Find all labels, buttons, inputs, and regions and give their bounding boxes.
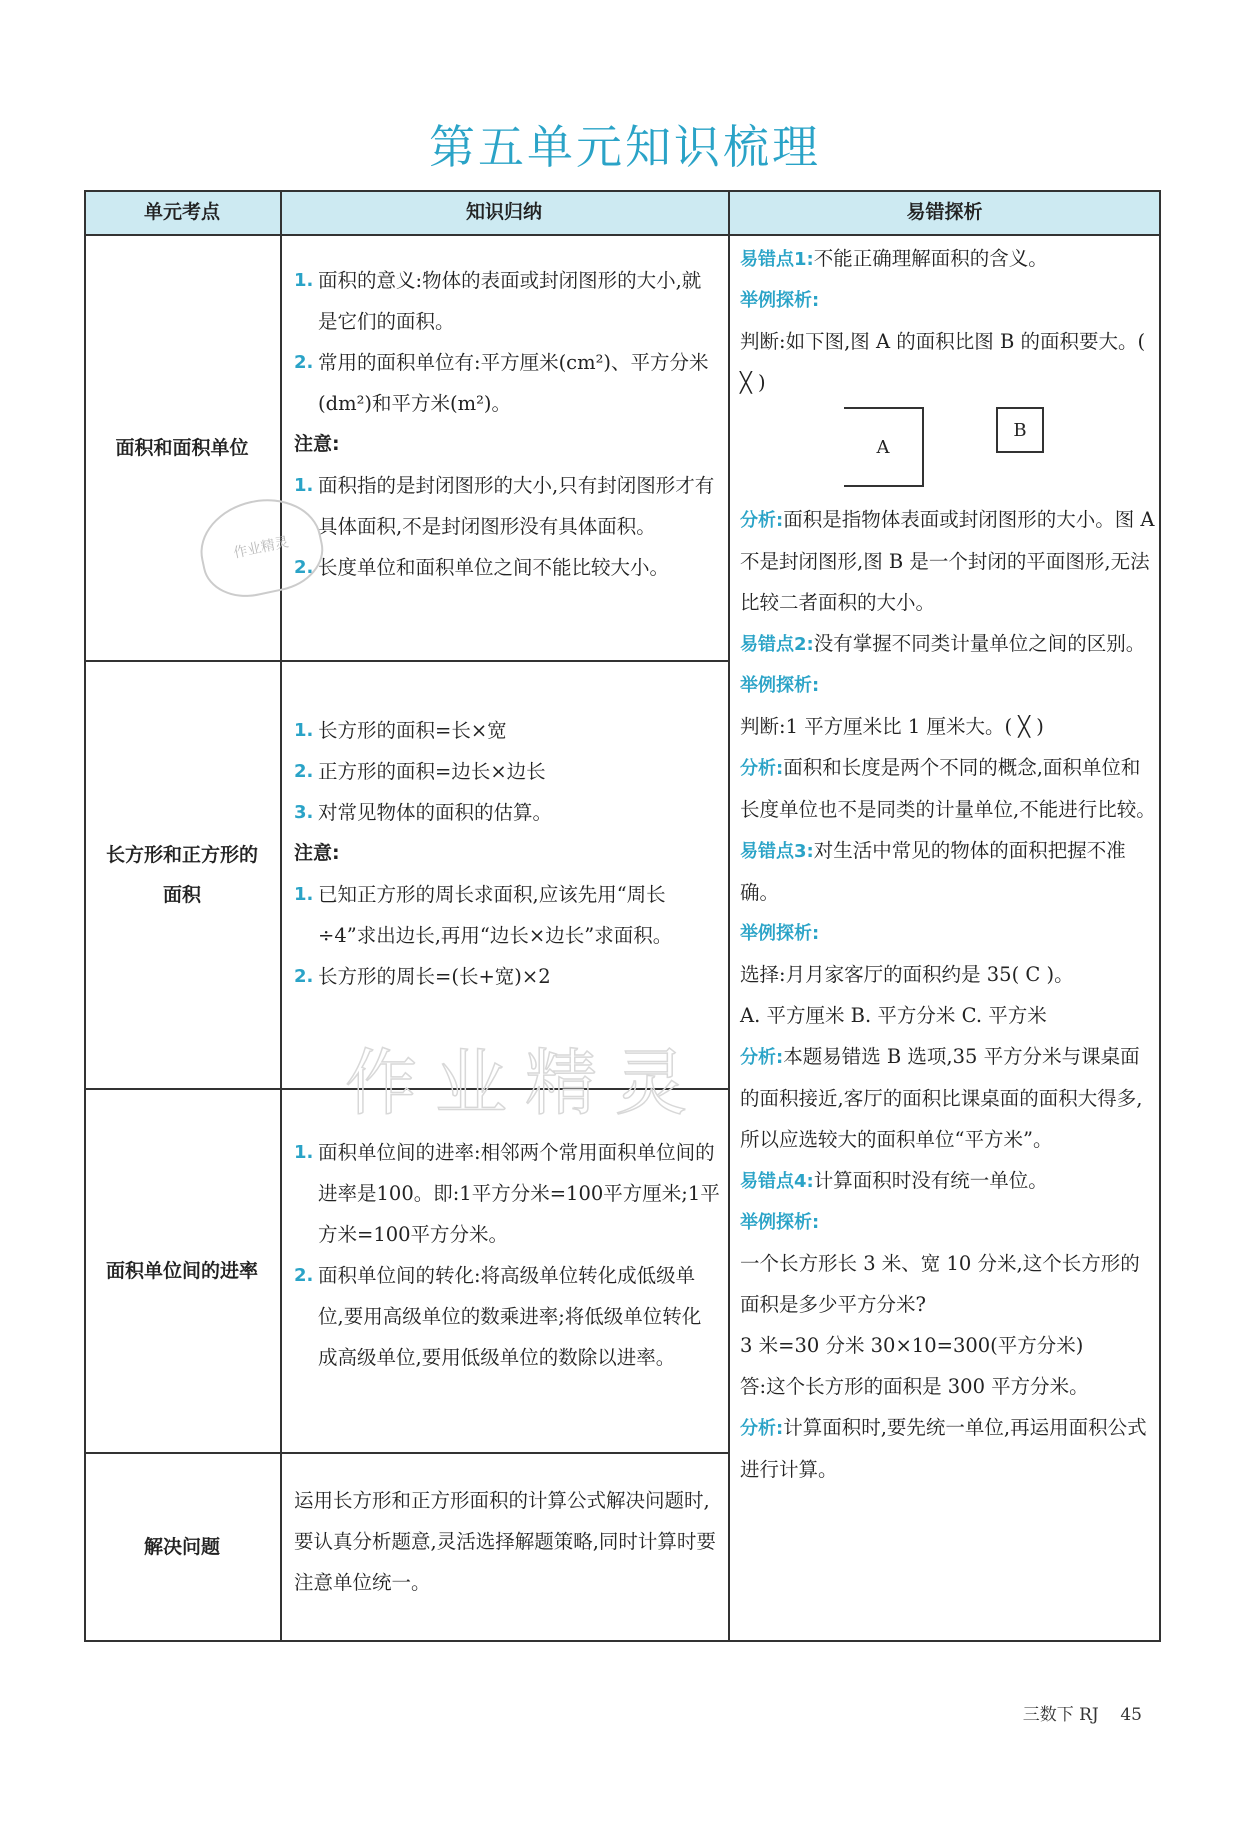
list-item: 2. 正方形的面积=边长×边长 [294, 760, 546, 783]
closed-shape-b: B [996, 407, 1044, 453]
analysis-text: 分析:本题易错选 B 选项,35 平方分米与课桌面的面积接近,客厅的面积比课桌面的面积大得多,所以应选较大的面积单位“平方米”。 [740, 1045, 1143, 1151]
page-footer [1023, 1700, 1142, 1725]
example-label: 举例探析: [740, 290, 820, 311]
list-item: 2. 长度单位和面积单位之间不能比较大小。 [294, 556, 670, 579]
example-text: 判断:1 平方厘米比 1 厘米大。( ╳ ) [740, 715, 1044, 738]
example-label: 举例探析: [740, 675, 820, 696]
column-divider-1 [280, 190, 282, 1642]
row2-knowledge [294, 710, 720, 997]
stamp-logo-icon: 作业精灵 [192, 488, 331, 605]
topic-rect-square-area: 长方形和正方形的面积 [106, 844, 259, 906]
topic-unit-conversion-rate: 面积单位间的进率 [105, 1260, 258, 1282]
knowledge-table [84, 190, 1161, 1642]
list-item: 1. 面积指的是封闭图形的大小,只有封闭图形才有具体面积,不是封闭图形没有具体面积。 [294, 474, 715, 538]
column-divider-2 [728, 190, 730, 1642]
answer-text: 答:这个长方形的面积是 300 平方分米。 [740, 1375, 1089, 1398]
error-analysis-column [740, 238, 1158, 1490]
header-unit-topics: 单元考点 [143, 201, 220, 223]
row3-knowledge [294, 1132, 720, 1378]
list-item: 1. 面积单位间的进率:相邻两个常用面积单位间的进率是100。即:1平方分米=100平方厘米;1平方米=100平方分米。 [294, 1141, 720, 1246]
list-item: 2. 常用的面积单位有:平方厘米(cm²)、平方分米(dm²)和平方米(m²)。 [294, 351, 709, 415]
page-title: 第五单元知识梳理 [429, 120, 821, 174]
list-item: 1. 已知正方形的周长求面积,应该先用“周长÷4”求出边长,再用“边长×边长”求面积。 [294, 883, 673, 947]
error-point-3: 易错点3:对生活中常见的物体的面积把握不准确。 [740, 839, 1126, 904]
table-border-bottom [84, 1640, 1161, 1642]
topic-problem-solving: 解决问题 [143, 1536, 220, 1558]
page-number: 45 [1120, 1705, 1142, 1725]
example-text: 判断:如下图,图 A 的面积比图 B 的面积要大。( ╳ ) [740, 330, 1146, 394]
analysis-text: 分析:面积是指物体表面或封闭图形的大小。图 A 不是封闭图形,图 B 是一个封闭的平面图形,无法比较二者面积的大小。 [740, 508, 1155, 614]
row1-knowledge [294, 260, 720, 588]
watermark: 作业精灵 [345, 1041, 706, 1125]
list-item: 3. 对常见物体的面积的估算。 [294, 801, 553, 824]
list-item: 1. 长方形的面积=长×宽 [294, 719, 507, 742]
example-label: 举例探析: [740, 1212, 820, 1233]
book-code: 三数下 RJ [1022, 1705, 1099, 1725]
calculation-text: 3 米=30 分米 30×10=300(平方分米) [740, 1334, 1084, 1357]
example-text: 选择:月月家客厅的面积约是 35( C )。 [740, 963, 1074, 986]
list-item: 2. 长方形的周长=(长+宽)×2 [294, 965, 551, 988]
example-text: 一个长方形长 3 米、宽 10 分米,这个长方形的面积是多少平方分米? [740, 1252, 1140, 1316]
answer-options: A. 平方厘米 B. 平方分米 C. 平方米 [740, 1004, 1047, 1027]
error-point-1: 易错点1:不能正确理解面积的含义。 [740, 247, 1048, 270]
analysis-text: 分析:面积和长度是两个不同的概念,面积单位和长度单位也不是同类的计量单位,不能进行比较。 [740, 756, 1156, 821]
list-item: 2. 面积单位间的转化:将高级单位转化成低级单位,要用高级单位的数乘进率;将低级单位转化成高级单位,要用低级单位的数除以进率。 [294, 1264, 702, 1369]
note-label: 注意: [294, 433, 340, 455]
table-border-top [84, 190, 1161, 192]
row4-knowledge: 运用长方形和正方形面积的计算公式解决问题时,要认真分析题意,灵活选择解题策略,同时计算时要注意单位统一。 [294, 1489, 716, 1594]
note-label: 注意: [294, 842, 340, 864]
open-shape-a: A [844, 407, 924, 487]
list-item: 1. 面积的意义:物体的表面或封闭图形的大小,就是它们的面积。 [294, 269, 702, 333]
table-border-right [1159, 190, 1161, 1642]
header-knowledge-summary: 知识归纳 [465, 201, 542, 223]
example-label: 举例探析: [740, 923, 820, 944]
header-error-analysis: 易错探析 [906, 201, 983, 223]
error-point-2: 易错点2:没有掌握不同类计量单位之间的区别。 [740, 632, 1146, 655]
shape-diagram [740, 403, 1158, 499]
topic-area-and-units: 面积和面积单位 [115, 437, 249, 459]
analysis-text: 分析:计算面积时,要先统一单位,再运用面积公式进行计算。 [740, 1416, 1147, 1481]
error-point-4: 易错点4:计算面积时没有统一单位。 [740, 1169, 1048, 1192]
